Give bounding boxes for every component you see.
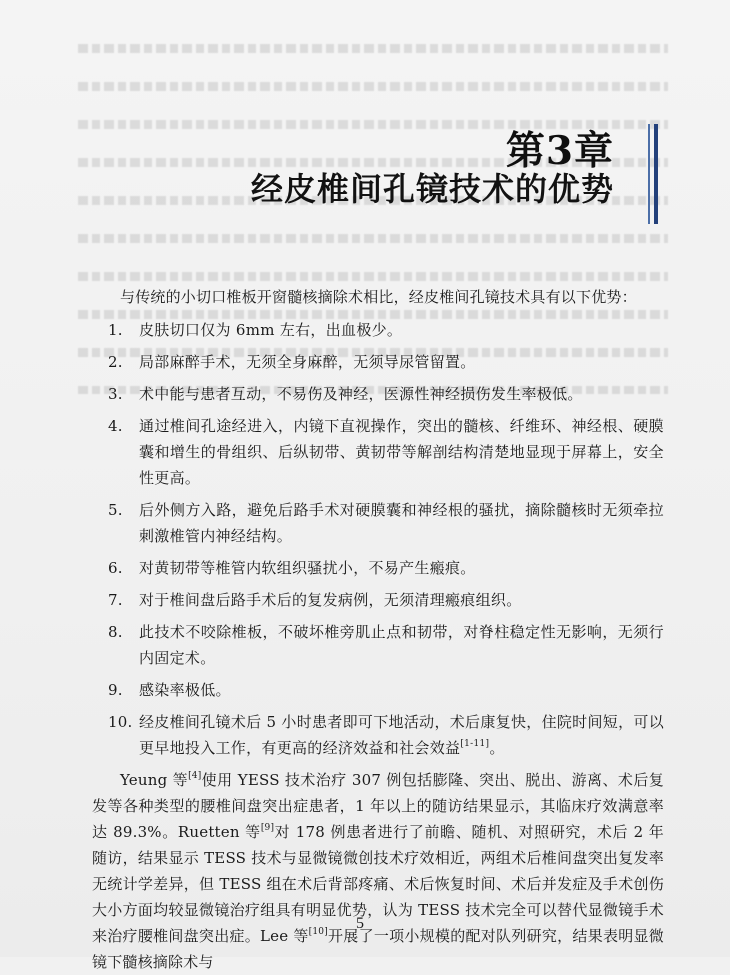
chapter-accent-bar-main — [654, 124, 658, 224]
paragraph-text: 使用 YESS 技术治疗 307 例包括膨隆、突出、脱出、游离、术后复发等各种类型的腰椎间盘突出症患者，1 年以上的随访结果显示，其临床疗效满意率达 89.3%。Ruetten 等 — [92, 771, 664, 841]
advantage-item — [108, 709, 664, 761]
paragraph-author: Yeung 等 — [120, 771, 189, 789]
sentence-end: 。 — [489, 739, 505, 757]
citation: [9] — [260, 823, 275, 833]
advantage-text: 皮肤切口仅为 6mm 左右，出血极少。 — [139, 321, 403, 339]
advantage-item — [108, 555, 664, 581]
advantage-text: 术中能与患者互动，不易伤及神经，医源性神经损伤发生率极低。 — [139, 385, 583, 403]
intro-text: 与传统的小切口椎板开窗髓核摘除术相比，经皮椎间孔镜技术具有以下优势： — [120, 288, 637, 306]
advantage-list — [92, 317, 664, 761]
chapter-accent-bar — [648, 124, 650, 224]
advantage-item — [108, 619, 664, 671]
advantage-item — [108, 317, 664, 343]
advantage-item — [108, 677, 664, 703]
chapter-label: 第3章 — [505, 128, 614, 174]
chapter-header — [250, 112, 684, 216]
advantage-item — [108, 381, 664, 407]
citation: [10] — [308, 927, 328, 937]
advantage-number: 6. — [108, 559, 123, 577]
advantage-text — [139, 709, 664, 761]
advantage-number: 8. — [108, 623, 123, 641]
advantage-text-main: 经皮椎间孔镜术后 5 小时患者即可下地活动，术后康复快，住院时间短，可以更早地投入工作，有更高的经济效益和社会效益 — [139, 713, 664, 757]
advantage-number: 9. — [108, 681, 123, 699]
advantage-text: 此技术不咬除椎板，不破坏椎旁肌止点和韧带，对脊柱稳定性无影响，无须行内固定术。 — [139, 623, 664, 667]
citation: [1-11] — [460, 739, 490, 749]
advantage-number: 10. — [108, 713, 133, 731]
advantage-number: 4. — [108, 417, 123, 435]
advantage-number: 1. — [108, 321, 123, 339]
advantage-text: 后外侧方入路，避免后路手术对硬膜囊和神经根的骚扰，摘除髓核时无须牵拉刺激椎管内神经结构。 — [139, 501, 664, 545]
advantage-number: 3. — [108, 385, 123, 403]
advantage-text: 对于椎间盘后路手术后的复发病例，无须清理瘢痕组织。 — [139, 591, 522, 609]
page-number: 5 — [356, 915, 364, 932]
chapter-title: 经皮椎间孔镜技术的优势 — [250, 170, 614, 208]
advantage-text: 感染率极低。 — [139, 681, 231, 699]
advantage-number: 5. — [108, 501, 123, 519]
paragraph-text: 对 178 例患者进行了前瞻、随机、对照研究，术后 2 年随访，结果显示 TESS 技术与显微镜微创技术疗效相近，两组术后椎间盘突出复发率无统计学差异，但 TESS 组在术后背部疼痛、术后恢复时间、术后并发症及手术创伤大小方面均较显微镜治疗组具有明显优势，认为 TESS 技术完全可以替代显微镜手术来治疗腰椎间盘突出症。Lee 等 — [92, 823, 664, 945]
advantage-item — [108, 497, 664, 549]
main-content — [92, 284, 664, 975]
advantage-item — [108, 413, 664, 491]
advantage-text: 通过椎间孔途经进入，内镜下直视操作，突出的髓核、纤维环、神经根、硬膜囊和增生的骨组织、后纵韧带、黄韧带等解剖结构清楚地显现于屏幕上，安全性更高。 — [139, 417, 664, 487]
advantage-number: 2. — [108, 353, 123, 371]
citation: [4] — [188, 771, 202, 781]
paragraph-text: 开展了一项小规模的配对队列研究，结果表明显微镜下髓核摘除术与 — [92, 927, 665, 971]
advantage-item — [108, 587, 664, 613]
research-paragraph — [92, 767, 664, 975]
advantage-text: 对黄韧带等椎管内软组织骚扰小，不易产生瘢痕。 — [139, 559, 476, 577]
advantage-text: 局部麻醉手术，无须全身麻醉，无须导尿管留置。 — [139, 353, 476, 371]
advantage-number: 7. — [108, 591, 123, 609]
advantage-item — [108, 349, 664, 375]
